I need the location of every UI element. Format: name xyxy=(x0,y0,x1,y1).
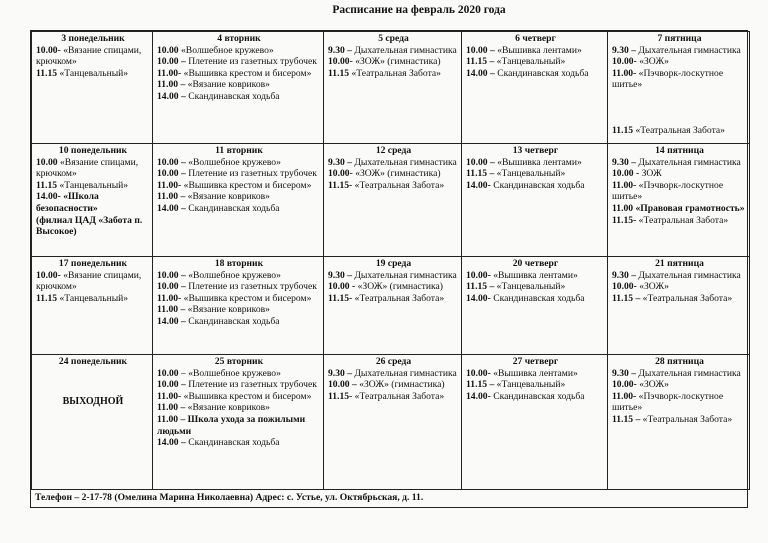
day-heading: 18 вторник xyxy=(214,258,264,269)
day-cell-mon xyxy=(32,32,153,144)
schedule-entry xyxy=(612,293,747,305)
day-heading: 19 среда xyxy=(375,258,412,269)
entry-text: «Пэчворк-лоскутное шитье» xyxy=(612,67,724,91)
entry-time: 9.30 – xyxy=(612,44,636,56)
entry-text: Скандинавская ходьба xyxy=(188,90,280,102)
schedule-entry xyxy=(612,391,747,414)
day-cell-wed xyxy=(324,257,462,355)
entry-time: 11.15- xyxy=(328,390,353,402)
entry-time: 14.00 – xyxy=(157,202,186,214)
entry-time: 11.00 – xyxy=(157,304,186,316)
entry-text: Дыхательная гимнастика xyxy=(354,156,457,168)
schedule-entry xyxy=(328,180,459,192)
entry-text: «Волшебное кружево» xyxy=(181,44,274,56)
day-cell-thu xyxy=(462,355,608,490)
entry-time: 11.15 – xyxy=(612,292,641,304)
schedule-entry xyxy=(466,180,605,192)
schedule-entry xyxy=(157,168,321,180)
day-cell-fri xyxy=(608,32,750,144)
day-cell-wed xyxy=(324,355,462,490)
day-heading: 20 четверг xyxy=(512,258,559,269)
day-heading: 11 вторник xyxy=(215,145,263,156)
entry-text: «Вязание ковриков» xyxy=(187,304,270,316)
day-cell-tue xyxy=(153,144,324,257)
entry-time: 11.15 xyxy=(612,124,634,136)
entry-time: 9.30 – xyxy=(328,44,352,56)
entry-time: 9.30 – xyxy=(612,269,636,281)
entry-time: 11.00 – xyxy=(157,79,186,91)
schedule-entry xyxy=(612,379,747,391)
schedule-entry xyxy=(612,45,747,57)
entry-text: Плетение из газетных трубочек xyxy=(188,168,317,180)
day-heading: 28 пятница xyxy=(655,356,704,367)
entry-time: 10.00- xyxy=(612,281,637,293)
entry-text: «ЗОЖ» (гимнастика) xyxy=(357,281,443,293)
day-cell-tue xyxy=(153,32,324,144)
entry-time: 11.00- xyxy=(612,390,637,402)
entry-text: Школа ухода за пожилыми людьми xyxy=(157,413,306,437)
entry-text: Дыхательная гимнастика xyxy=(354,367,457,379)
entry-time: 11.15 xyxy=(36,292,58,304)
week-row xyxy=(32,257,750,355)
entry-text: «Вышивка крестом и бисером» xyxy=(183,390,312,402)
schedule-entry xyxy=(157,316,321,328)
schedule-entry xyxy=(157,79,321,91)
schedule-entry xyxy=(466,391,605,403)
entry-time: 11.15 xyxy=(328,67,350,79)
entry-text: «Танцевальный» xyxy=(496,281,566,293)
entry-time: 10.00 xyxy=(157,44,179,56)
entry-time: 11.15- xyxy=(612,214,637,226)
entry-text: «Танцевальный» xyxy=(496,379,566,391)
entry-text: «Вязание ковриков» xyxy=(187,191,270,203)
schedule-entry xyxy=(466,368,605,380)
entry-time: 10.00- xyxy=(466,269,491,281)
entry-text: «Правовая грамотность» xyxy=(635,202,745,214)
schedule-entry xyxy=(157,91,321,103)
schedule-entry xyxy=(157,304,321,316)
schedule-sheet xyxy=(30,30,748,508)
entry-time: 10.00 – xyxy=(328,379,357,391)
schedule-entry xyxy=(612,215,747,227)
day-cell-mon xyxy=(32,257,153,355)
schedule-entry xyxy=(466,293,605,305)
entry-time: 14.00 – xyxy=(157,90,186,102)
entry-text: «Вышивка крестом и бисером» xyxy=(183,179,312,191)
schedule-entry xyxy=(157,437,321,449)
schedule-entry xyxy=(612,203,747,215)
day-heading: 4 вторник xyxy=(217,33,261,44)
entry-text: «ЗОЖ» (гимнастика) xyxy=(355,56,441,68)
entry-time: 11.15 – xyxy=(466,56,495,68)
schedule-table xyxy=(31,31,750,490)
schedule-entry xyxy=(157,402,321,414)
schedule-entry xyxy=(466,45,605,57)
entry-text: – «Волшебное кружево» xyxy=(181,367,281,379)
schedule-entry xyxy=(157,180,321,192)
entry-time: 14.00- xyxy=(466,179,491,191)
day-heading: 21 пятница xyxy=(655,258,704,269)
entry-time: 11.00 – xyxy=(157,191,186,203)
entry-text: Плетение из газетных трубочек xyxy=(188,379,317,391)
entry-text: «Танцевальный» xyxy=(59,292,129,304)
entry-time: 14.00 – xyxy=(157,315,186,327)
schedule-entry xyxy=(466,281,605,293)
day-off-label: ВЫХОДНОЙ xyxy=(62,395,124,407)
schedule-entry xyxy=(36,191,150,214)
entry-text: Скандинавская ходьба xyxy=(493,390,585,402)
entry-time: 11.15 – xyxy=(466,168,495,180)
entry-text: «Вышивка лентами» xyxy=(493,269,578,281)
entry-time: 11.00- xyxy=(157,292,182,304)
entry-text: (филиал ЦАД «Забота п. Высокое) xyxy=(36,214,143,238)
entry-time: 14.00- xyxy=(36,191,61,203)
entry-time: 10.00 - xyxy=(328,281,356,293)
day-heading: 13 четверг xyxy=(512,145,559,156)
entry-text: «Вязание спицами, крючком» xyxy=(36,156,139,180)
entry-time: 10.00- xyxy=(612,56,637,68)
schedule-entry xyxy=(157,68,321,80)
entry-text: «ЗОЖ» xyxy=(639,379,669,391)
entry-time: 10.00- xyxy=(36,269,61,281)
entry-time: 9.30 – xyxy=(612,156,636,168)
entry-time: 14.00 – xyxy=(157,437,186,449)
entry-text: «Танцевальный» xyxy=(59,179,129,191)
schedule-entry xyxy=(612,368,747,380)
schedule-entry xyxy=(157,270,321,282)
schedule-entry xyxy=(612,125,747,137)
entry-time: 10.00- xyxy=(612,379,637,391)
day-cell-fri xyxy=(608,257,750,355)
week-row xyxy=(32,144,750,257)
day-heading: 3 понедельник xyxy=(61,33,125,44)
day-cell-tue xyxy=(153,355,324,490)
entry-text: ЗОЖ xyxy=(641,168,662,180)
entry-text: «Танцевальный» xyxy=(59,67,129,79)
entry-text: «Волшебное кружево» xyxy=(188,156,281,168)
schedule-entry xyxy=(157,293,321,305)
day-cell-fri xyxy=(608,144,750,257)
schedule-entry xyxy=(612,168,747,180)
entry-time: 10.00 – xyxy=(157,379,186,391)
entry-time: 11.00- xyxy=(157,390,182,402)
day-heading: 10 понедельник xyxy=(58,145,128,156)
schedule-entry xyxy=(466,157,605,169)
entry-time: 11.00- xyxy=(612,67,637,79)
entry-text: Дыхательная гимнастика xyxy=(638,367,741,379)
entry-time: 10.00 xyxy=(36,156,58,168)
schedule-entry xyxy=(466,379,605,391)
entry-text: Дыхательная гимнастика xyxy=(638,44,741,56)
entry-text: «Театральная Забота» xyxy=(638,214,729,226)
entry-time: 9.30 – xyxy=(612,367,636,379)
schedule-entry xyxy=(328,157,459,169)
entry-time: 9.30 – xyxy=(328,269,352,281)
schedule-entry xyxy=(36,270,150,293)
entry-time: 10.00- xyxy=(328,168,353,180)
entry-text: Плетение из газетных трубочек xyxy=(188,56,317,68)
entry-time: 10.00- xyxy=(466,367,491,379)
day-heading: 12 среда xyxy=(375,145,412,156)
entry-text: «Пэчворк-лоскутное шитье» xyxy=(612,390,724,414)
entry-text: «Вязание спицами, крючком» xyxy=(36,269,142,293)
schedule-entry xyxy=(612,270,747,282)
entry-time: 10.00 – xyxy=(466,156,495,168)
entry-text: «Волшебное кружево» xyxy=(188,269,281,281)
schedule-entry xyxy=(36,157,150,180)
schedule-entry xyxy=(157,157,321,169)
entry-text: «Вышивка лентами» xyxy=(497,44,582,56)
entry-time: 10.00 – xyxy=(157,281,186,293)
entry-text: «Вязание ковриков» xyxy=(187,79,270,91)
schedule-entry xyxy=(466,56,605,68)
schedule-entry xyxy=(157,368,321,380)
day-heading: 7 пятница xyxy=(657,33,702,44)
entry-text: «Танцевальный» xyxy=(496,168,566,180)
entry-text: «Театральная Забота» xyxy=(635,124,725,136)
day-heading: 27 четверг xyxy=(512,356,559,367)
week-row xyxy=(32,32,750,144)
entry-time: 9.30 – xyxy=(328,156,352,168)
schedule-entry xyxy=(36,293,150,305)
entry-time: 11.15- xyxy=(328,292,353,304)
day-heading: 25 вторник xyxy=(214,356,264,367)
entry-time: 14.00- xyxy=(466,292,491,304)
entry-time: 10.00 – xyxy=(157,168,186,180)
schedule-entry xyxy=(157,414,321,437)
entry-time: 9.30 – xyxy=(328,367,352,379)
entry-time: 11.15- xyxy=(328,179,353,191)
entry-text: Скандинавская ходьба xyxy=(188,202,280,214)
entry-time: 10.00 xyxy=(157,367,179,379)
entry-time: 11.00- xyxy=(157,179,182,191)
schedule-entry xyxy=(612,157,747,169)
schedule-entry xyxy=(612,56,747,68)
schedule-entry xyxy=(328,379,459,391)
entry-text: Дыхательная гимнастика xyxy=(354,269,457,281)
entry-time: 11.15 – xyxy=(466,281,495,293)
entry-text: «Школа безопасности» xyxy=(36,191,99,214)
entry-time: 11.00 – xyxy=(157,413,186,425)
schedule-entry xyxy=(36,45,150,68)
entry-time: 11.00 – xyxy=(157,402,186,414)
schedule-entry xyxy=(466,168,605,180)
entry-time: 11.00 xyxy=(612,202,634,214)
entry-text: «Театральная Забота» xyxy=(351,67,441,79)
day-cell-mon xyxy=(32,144,153,257)
entry-text: «Театральная Забота» xyxy=(354,390,445,402)
schedule-entry xyxy=(157,281,321,293)
day-heading: 26 среда xyxy=(375,356,412,367)
week-row xyxy=(32,355,750,490)
day-cell-thu xyxy=(462,257,608,355)
entry-text: Скандинавская ходьба xyxy=(493,292,585,304)
schedule-entry xyxy=(36,180,150,192)
entry-time: 11.15 – xyxy=(466,379,495,391)
schedule-entry xyxy=(328,56,459,68)
entry-text: «Пэчворк-лоскутное шитье» xyxy=(612,179,724,203)
schedule-entry xyxy=(466,68,605,80)
entry-time: 10.00 – xyxy=(466,44,495,56)
spacer xyxy=(612,91,747,125)
day-heading: 14 пятница xyxy=(655,145,704,156)
day-cell-mon xyxy=(32,355,153,490)
schedule-entry xyxy=(466,270,605,282)
entry-time: 14.00- xyxy=(466,390,491,402)
entry-text: «Театральная Забота» xyxy=(642,292,733,304)
footer-contact: Телефон – 2-17-78 (Омелина Марина Николаевна) Адрес: с. Устье, ул. Октябрьская, д. 11. xyxy=(35,492,424,503)
entry-text: «Вышивка лентами» xyxy=(493,367,578,379)
schedule-entry xyxy=(328,270,459,282)
entry-text: Скандинавская ходьба xyxy=(188,315,280,327)
entry-time: 14.00 – xyxy=(466,67,495,79)
day-cell-tue xyxy=(153,257,324,355)
schedule-entry xyxy=(612,68,747,91)
entry-text: Дыхательная гимнастика xyxy=(354,44,457,56)
entry-time: 10.00- xyxy=(328,56,353,68)
day-cell-fri xyxy=(608,355,750,490)
schedule-entry xyxy=(157,379,321,391)
schedule-entry xyxy=(157,45,321,57)
schedule-entry xyxy=(328,391,459,403)
schedule-entry xyxy=(157,203,321,215)
day-cell-thu xyxy=(462,144,608,257)
day-heading: 5 среда xyxy=(378,33,409,44)
day-heading: 6 четверг xyxy=(515,33,556,44)
entry-time: 10.00- xyxy=(36,44,61,56)
entry-text: «Танцевальный» xyxy=(496,56,566,68)
schedule-entry xyxy=(157,191,321,203)
entry-text: «ЗОЖ» xyxy=(639,56,669,68)
entry-text: Дыхательная гимнастика xyxy=(638,269,741,281)
schedule-entry xyxy=(612,180,747,203)
entry-time: 10.00 – xyxy=(157,156,186,168)
entry-text: «ЗОЖ» (гимнастика) xyxy=(355,168,441,180)
schedule-entry xyxy=(157,391,321,403)
entry-text: «Театральная Забота» xyxy=(354,292,445,304)
day-heading: 17 понедельник xyxy=(58,258,128,269)
day-cell-wed xyxy=(324,32,462,144)
entry-text: «Вышивка крестом и бисером» xyxy=(183,67,312,79)
entry-text: Плетение из газетных трубочек xyxy=(188,281,317,293)
schedule-entry xyxy=(328,45,459,57)
day-cell-wed xyxy=(324,144,462,257)
entry-time: 10.00 - xyxy=(612,168,640,180)
schedule-entry xyxy=(328,281,459,293)
schedule-entry xyxy=(36,215,150,238)
entry-text: «Вышивка крестом и бисером» xyxy=(183,292,312,304)
schedule-entry xyxy=(328,368,459,380)
schedule-entry xyxy=(328,168,459,180)
entry-time: 11.15 – xyxy=(612,413,641,425)
entry-text: «ЗОЖ» xyxy=(639,281,669,293)
day-cell-thu xyxy=(462,32,608,144)
schedule-entry xyxy=(36,68,150,80)
day-heading: 24 понедельник xyxy=(58,356,128,367)
entry-text: «Вышивка лентами» xyxy=(497,156,582,168)
entry-text: Скандинавская ходьба xyxy=(497,67,589,79)
entry-text: «ЗОЖ» (гимнастика) xyxy=(359,379,445,391)
entry-text: Дыхательная гимнастика xyxy=(638,156,741,168)
page-title: Расписание на февраль 2020 года xyxy=(332,4,506,16)
schedule-entry xyxy=(612,414,747,426)
entry-text: «Вязание спицами, крючком» xyxy=(36,44,142,68)
entry-text: Скандинавская ходьба xyxy=(493,179,585,191)
entry-time: 11.00- xyxy=(612,179,637,191)
entry-time: 11.15 xyxy=(36,67,58,79)
entry-time: 10.00 – xyxy=(157,56,186,68)
schedule-entry xyxy=(157,56,321,68)
entry-time: 11.00- xyxy=(157,67,182,79)
entry-time: 11.15 xyxy=(36,179,58,191)
schedule-entry xyxy=(612,281,747,293)
entry-text: «Театральная Забота» xyxy=(354,179,445,191)
schedule-entry xyxy=(328,293,459,305)
schedule-entry xyxy=(328,68,459,80)
entry-text: «Театральная Забота» xyxy=(642,413,733,425)
entry-text: Скандинавская ходьба xyxy=(188,437,280,449)
entry-text: «Вязание ковриков» xyxy=(187,402,270,414)
entry-time: 10.00 – xyxy=(157,269,186,281)
